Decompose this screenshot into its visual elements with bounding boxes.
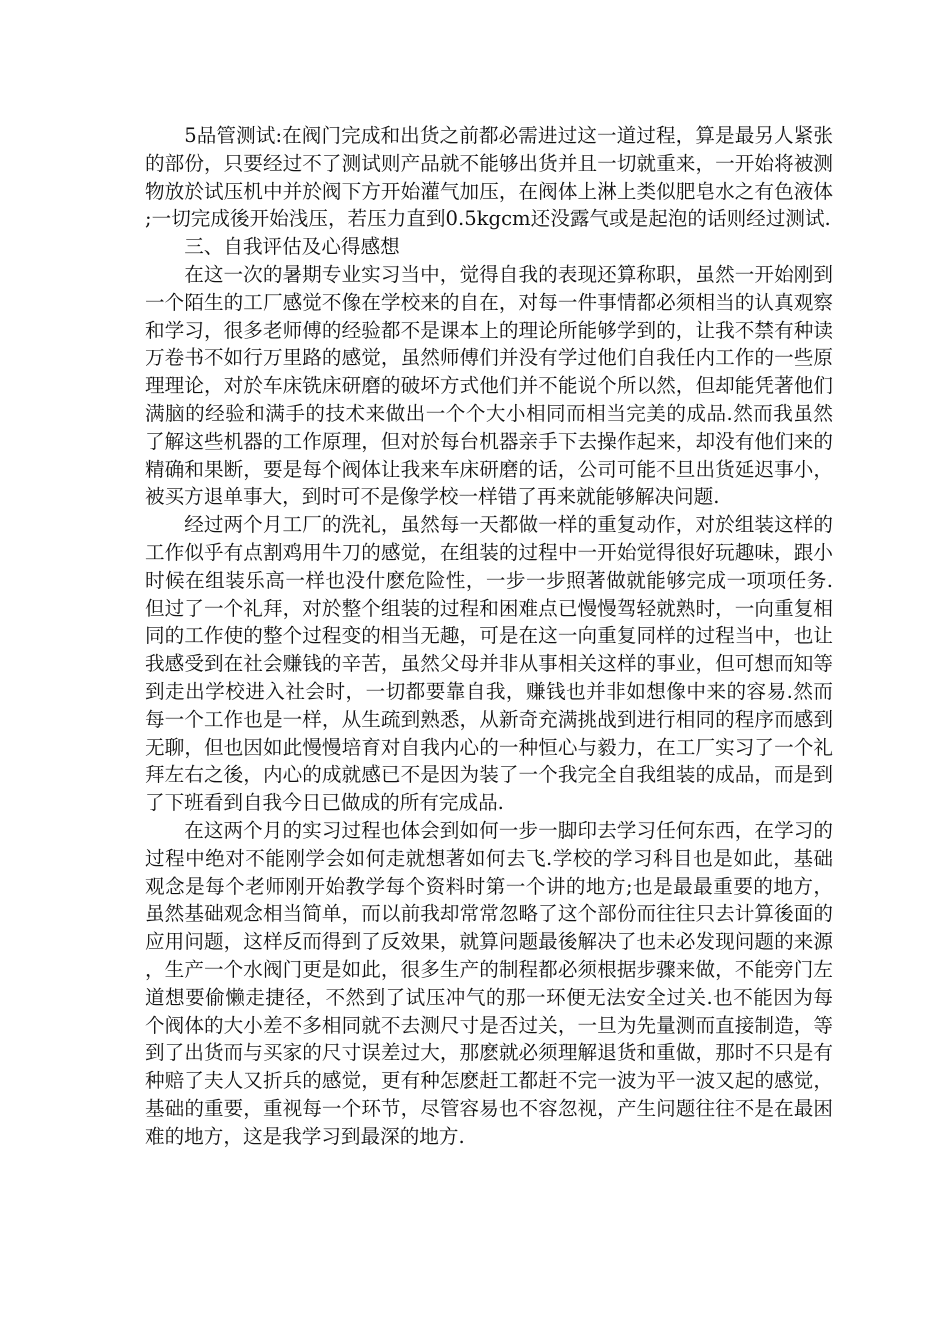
section-5-paragraph: 5品管测试:在阀门完成和出货之前都必需进过这一道过程，算是最另人紧张的部份，只要经过不了测试则产品就不能够出货并且一切就重来，一开始将被测物放於试压机中并於阀下方开始灌气加压，在阀体上淋上类似肥皂水之有色液体;一切完成後开始浅压，若压力直到0.5kgcm还没露气或是起泡的话则经过测试.	[145, 124, 833, 231]
paragraph-assembly-experience: 经过两个月工厂的洗礼，虽然每一天都做一样的重复动作，对於组装这样的工作似乎有点割鸡用牛刀的感觉，在组装的过程中一开始觉得很好玩趣味，跟小时候在组装乐高一样也没什麽危险性，一步一步照著做就能够完成一项项任务.但过了一个礼拜，对於整个组装的过程和困难点已慢慢驾轻就熟时，一向重复相同的工作使的整个过程变的相当无趣，可是在这一向重复同样的过程当中，也让我感受到在社会赚钱的辛苦，虽然父母并非从事相关这样的事业，但可想而知等到走出学校进入社会时，一切都要靠自我，赚钱也并非如想像中来的容易.然而每一个工作也是一样，从生疏到熟悉，从新奇充满挑战到进行相同的程序而感到无聊，但也因如此慢慢培育对自我内心的一种恒心与毅力，在工厂实习了一个礼拜左右之後，内心的成就感已不是因为装了一个我完全自我组装的成品，而是到了下班看到自我今日已做成的所有完成品.	[145, 513, 833, 815]
document-body	[145, 122, 833, 1150]
paragraph-learning-basics: 在这两个月的实习过程也体会到如何一步一脚印去学习任何东西，在学习的过程中绝对不能刚学会如何走就想著如何去飞.学校的学习科目也是如此，基础观念是每个老师刚开始教学每个资料时第一个讲的地方;也是最最重要的地方，虽然基础观念相当简单，而以前我却常常忽略了这个部份而往往只去计算後面的应用问题，这样反而得到了反效果，就算问题最後解决了也未必发现问题的来源，生产一个水阀门更是如此，很多生产的制程都必须根据步骤来做，不能旁门左道想要偷懒走捷径，不然到了试压冲气的那一环便无法安全过关.也不能因为每个阀体的大小差不多相同就不去测尺寸是否过关，一旦为先量测而直接制造，等到了出货而与买家的尺寸误差过大，那麽就必须理解退货和重做，那时不只是有种赔了夫人又折兵的感觉，更有种怎麽赶工都赶不完一波为平一波又起的感觉，基础的重要，重视每一个环节，尽管容易也不容忽视，产生问题往往不是在最困难的地方，这是我学习到最深的地方.	[145, 818, 833, 1148]
section-heading: 三、自我评估及心得感想	[184, 235, 400, 259]
paragraph-self-assessment: 在这一次的暑期专业实习当中，觉得自我的表现还算称职，虽然一开始刚到一个陌生的工厂感觉不像在学校来的自在，对每一件事情都必须相当的认真观察和学习，很多老师傅的经验都不是课本上的理论所能够学到的，让我不禁有种读万卷书不如行万里路的感觉，虽然师傅们并没有学过他们自我任内工作的一些原理理论，对於车床铣床研磨的破坏方式他们并不能说个所以然，但却能凭著他们满脑的经验和满手的技术来做出一个个大小相同而相当完美的成品.然而我虽然了解这些机器的工作原理，但对於每台机器亲手下去操作起来，却没有他们来的精确和果断，要是每个阀体让我来车床研磨的话，公司可能不旦出货延迟事小，被买方退单事大，到时可不是像学校一样错了再来就能够解决问题.	[145, 262, 833, 509]
